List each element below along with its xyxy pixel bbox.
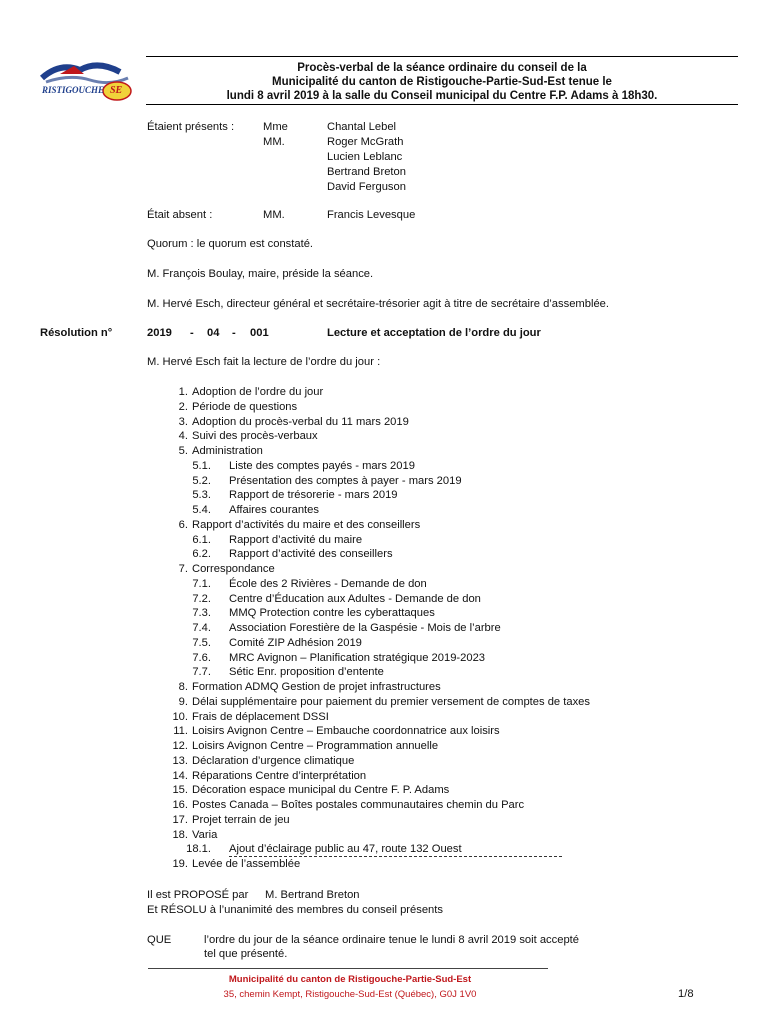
agenda-item-number: 7.6. [192, 651, 211, 664]
agenda-item-text: Liste des comptes payés - mars 2019 [229, 459, 415, 472]
agenda-item-text: Rapport d’activités du maire et des conseillers [192, 518, 421, 531]
present-name: Bertrand Breton [327, 166, 406, 178]
agenda-item-number: 7.1. [192, 577, 211, 590]
resolved-text: Et RÉSOLU à l’unanimité des membres du conseil présents [147, 904, 443, 916]
agenda-item-text: Frais de déplacement DSSI [192, 710, 329, 723]
present-title: MM. [263, 136, 285, 148]
agenda-item-number: 4. [178, 430, 188, 443]
agenda-item-text: Période de questions [192, 400, 298, 413]
agenda-item-text: Varia [192, 828, 218, 841]
agenda-item-number: 7. [178, 563, 188, 575]
header-top-rule [146, 56, 738, 57]
agenda-item-text: Affaires courantes [229, 504, 319, 516]
resolution-month: 04 [207, 327, 220, 339]
agenda-item-text: MMQ Protection contre les cyberattaques [229, 607, 435, 620]
agenda-item-text: Association Forestière de la Gaspésie - Mois de l’arbre [229, 622, 501, 634]
quorum-text: Quorum : le quorum est constaté. [147, 238, 314, 250]
mayor-text: M. François Boulay, maire, préside la séance. [147, 268, 374, 280]
footer-title: Municipalité du canton de Ristigouche-Partie-Sud-Est [228, 974, 472, 985]
absent-label: Était absent : [147, 209, 213, 221]
que-line-2: tel que présenté. [204, 948, 288, 960]
resolution-year: 2019 [147, 327, 172, 339]
agenda-item-number: 13. [172, 754, 188, 767]
header-line-1: Procès-verbal de la séance ordinaire du conseil de la [297, 62, 587, 74]
agenda-item-number: 12. [172, 740, 188, 752]
footer-rule [148, 968, 548, 969]
municipality-logo [40, 60, 132, 104]
agenda-item-number: 10. [172, 710, 188, 723]
agenda-item-text: Adoption du procès-verbal du 11 mars 2019 [192, 415, 409, 428]
agenda-item-number: 2. [178, 400, 188, 413]
agenda-item-text: MRC Avignon – Planification stratégique 2019-2023 [229, 651, 486, 664]
agenda-item-number: 6.2. [192, 548, 211, 561]
agenda-item-number: 5.2. [192, 474, 211, 487]
logo-wordmark: RISTIGOUCHE [42, 85, 105, 95]
header-bottom-rule [146, 104, 738, 105]
agenda-item-number: 7.4. [192, 622, 211, 634]
agenda-item-number: 16. [172, 799, 188, 811]
agenda-item-number: 5.1. [192, 459, 211, 472]
agenda-item-number: 6. [178, 518, 188, 531]
absent-name: Francis Levesque [327, 209, 416, 221]
que-label: QUE [147, 934, 172, 946]
agenda-item-number: 18.1. [186, 843, 211, 856]
agenda-item-text: Administration [192, 445, 263, 457]
agenda-item-number: 3. [178, 415, 188, 428]
agenda-item-number: 7.3. [192, 607, 211, 620]
agenda-item-text: Levée de l’assemblée [192, 858, 301, 870]
agenda-item-number: 19. [172, 858, 188, 870]
header-line-3: lundi 8 avril 2019 à la salle du Conseil municipal du Centre F.P. Adams à 18h30. [226, 90, 658, 102]
agenda-item-text: Postes Canada – Boîtes postales communautaires chemin du Parc [192, 799, 525, 811]
agenda-item-text: Projet terrain de jeu [192, 813, 290, 826]
present-title: Mme [263, 121, 288, 133]
agenda-item-text: Loisirs Avignon Centre – Embauche coordonnatrice aux loisirs [192, 725, 500, 738]
agenda-item-number: 7.2. [192, 592, 211, 605]
agenda-item-text: Comité ZIP Adhésion 2019 [229, 636, 362, 649]
agenda-item-number: 5.3. [192, 489, 211, 502]
secretary-text: M. Hervé Esch, directeur général et secrétaire-trésorier agit à titre de secrétaire d’assemblée. [147, 298, 609, 310]
agenda-item-number: 18. [172, 828, 188, 841]
agenda-item-text: Formation ADMQ Gestion de projet infrastructures [192, 681, 441, 693]
agenda-item-text: École des 2 Rivières - Demande de don [229, 577, 427, 590]
agenda-item-text: Présentation des comptes à payer - mars 2019 [229, 474, 462, 487]
agenda-item-text: Rapport d’activité du maire [229, 533, 363, 546]
resolution-sep-1: - [190, 327, 194, 339]
agenda-item-text: Adoption de l’ordre du jour [192, 386, 324, 398]
agenda-item-number: 6.1. [192, 533, 211, 546]
proposed-label: Il est PROPOSÉ par [147, 889, 249, 901]
agenda-item-number: 5. [178, 445, 188, 457]
resolution-number: 001 [250, 327, 269, 339]
agenda-intro: M. Hervé Esch fait la lecture de l’ordre du jour : [147, 356, 381, 368]
agenda-item-text: Déclaration d’urgence climatique [192, 754, 355, 767]
agenda-item-text: Loisirs Avignon Centre – Programmation annuelle [192, 740, 439, 752]
agenda-item-text: Centre d’Éducation aux Adultes - Demande de don [229, 592, 481, 605]
agenda-item-text: Ajout d’éclairage public au 47, route 132 Ouest [229, 842, 562, 857]
agenda-item-number: 8. [178, 681, 188, 693]
agenda-item-number: 15. [172, 784, 188, 797]
agenda-item-number: 17. [172, 813, 188, 826]
resolution-sep-2: - [232, 327, 236, 339]
agenda-item-text: Réparations Centre d’interprétation [192, 769, 367, 782]
resolution-title: Lecture et acceptation de l’ordre du jour [327, 327, 541, 339]
agenda-item-number: 9. [178, 695, 188, 708]
header-line-2: Municipalité du canton de Ristigouche-Partie-Sud-Est tenue le [272, 76, 612, 88]
agenda-item-number: 14. [172, 769, 188, 782]
agenda-item-text: Rapport d’activité des conseillers [229, 548, 393, 561]
present-name: David Ferguson [327, 181, 406, 193]
que-line-1: l’ordre du jour de la séance ordinaire tenue le lundi 8 avril 2019 soit accepté [204, 934, 580, 946]
agenda-item-number: 7.7. [192, 666, 211, 679]
present-name: Lucien Leblanc [327, 151, 403, 163]
agenda-item-text: Délai supplémentaire pour paiement du premier versement de comptes de taxes [192, 695, 590, 708]
present-name: Roger McGrath [327, 136, 404, 148]
page-number: 1/8 [678, 988, 694, 1000]
agenda-item-number: 11. [173, 725, 188, 738]
absent-title: MM. [263, 209, 285, 221]
agenda-item-number: 5.4. [192, 504, 211, 516]
agenda-item-text: Correspondance [192, 563, 275, 575]
agenda-item-text: Sétic Enr. proposition d’entente [229, 666, 384, 679]
logo-badge: SE [110, 85, 123, 96]
agenda-item-number: 1. [178, 386, 188, 398]
agenda-item-text: Rapport de trésorerie - mars 2019 [229, 489, 398, 502]
agenda-item-number: 7.5. [192, 636, 211, 649]
present-label: Étaient présents : [147, 121, 235, 133]
resolution-label: Résolution n° [40, 327, 113, 339]
present-name: Chantal Lebel [327, 121, 397, 133]
agenda-item-text: Suivi des procès-verbaux [192, 430, 318, 443]
footer-address: 35, chemin Kempt, Ristigouche-Sud-Est (Québec), G0J 1V0 [223, 989, 477, 1000]
proposed-by: M. Bertrand Breton [265, 889, 360, 901]
agenda-item-text: Décoration espace municipal du Centre F. P. Adams [192, 784, 450, 797]
